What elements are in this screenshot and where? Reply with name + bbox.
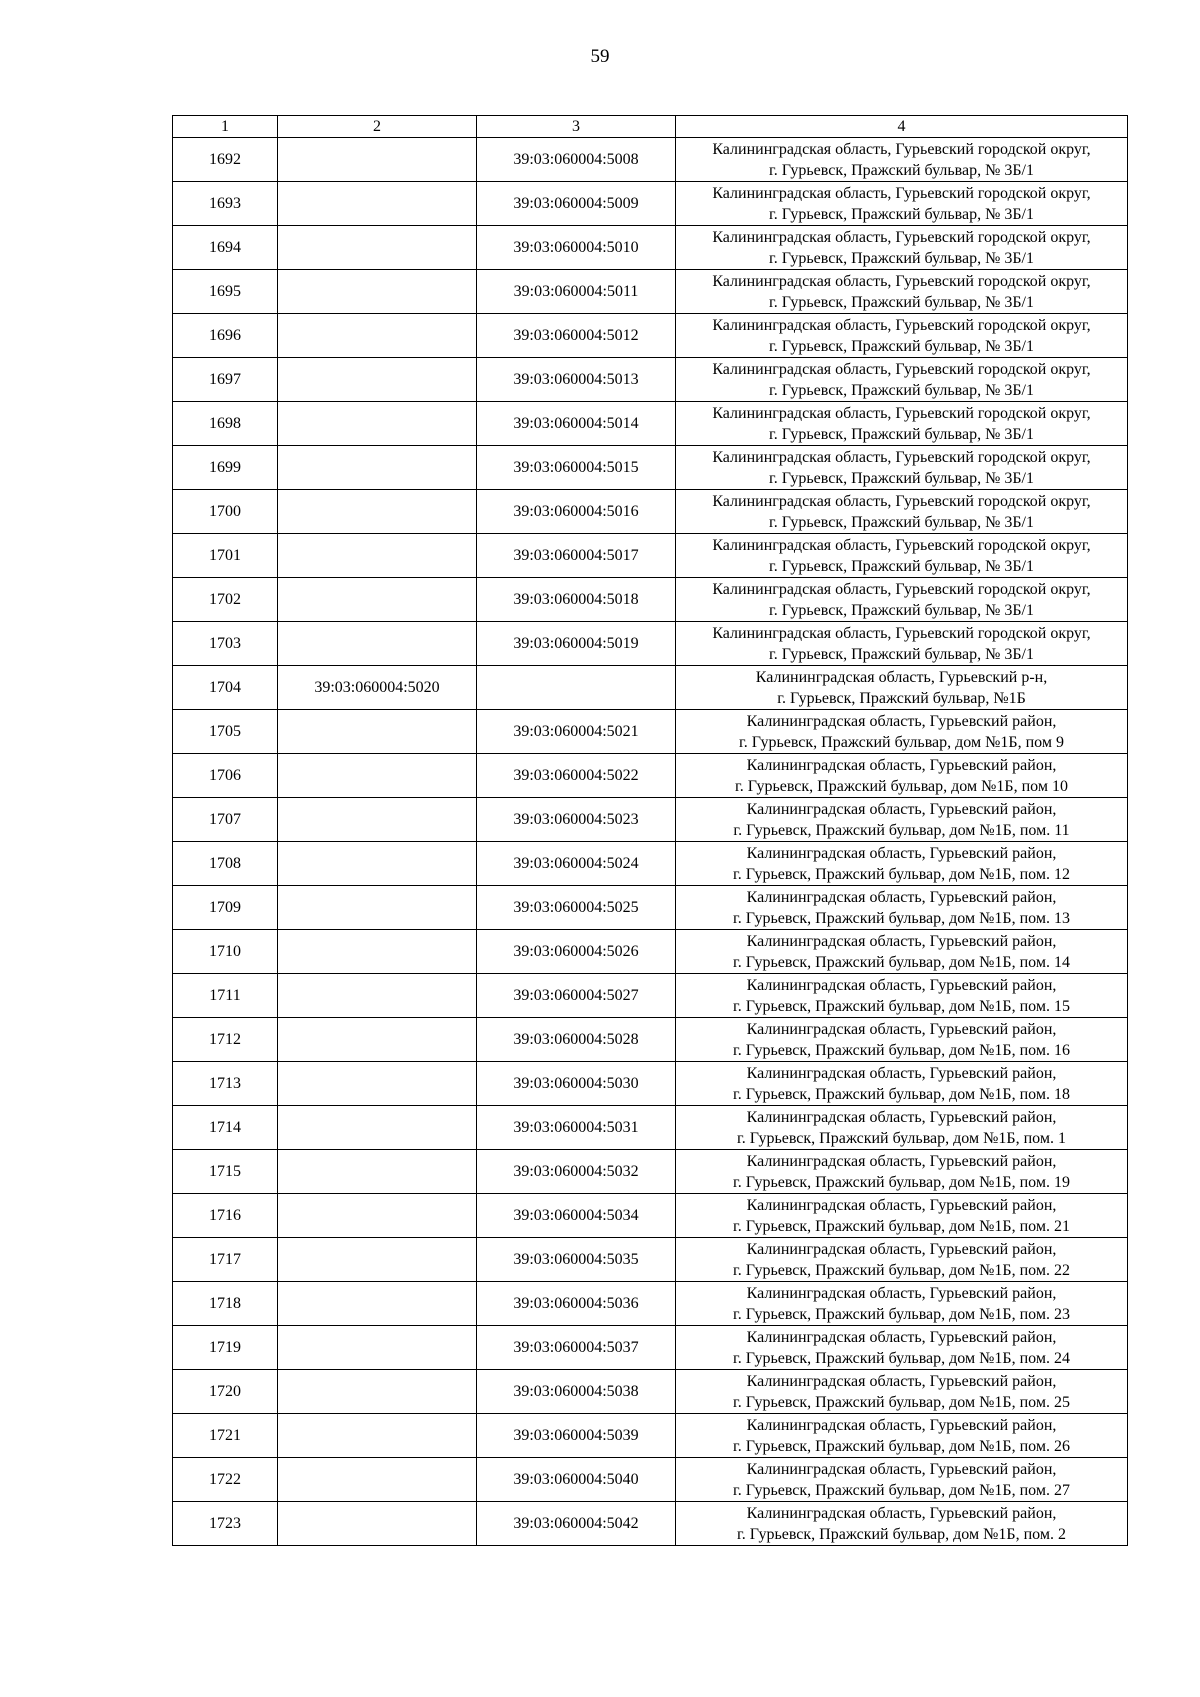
address-line: Калининградская область, Гурьевский городской округ, <box>712 360 1091 378</box>
table-row <box>173 1106 1128 1150</box>
table-row <box>173 622 1128 666</box>
object-number-cell <box>278 578 477 622</box>
address-line: Калининградская область, Гурьевский городской округ, <box>712 448 1091 466</box>
object-number-cell <box>278 798 477 842</box>
address-line: Калининградская область, Гурьевский городской округ, <box>712 492 1091 510</box>
table-row <box>173 270 1128 314</box>
address-line: г. Гурьевск, Пражский бульвар, дом №1Б, пом 9 <box>739 733 1064 751</box>
row-number-cell: 1710 <box>173 930 278 974</box>
row-number-cell: 1695 <box>173 270 278 314</box>
cadastral-number-cell: 39:03:060004:5034 <box>477 1194 676 1238</box>
table-row <box>173 886 1128 930</box>
object-number-cell <box>278 182 477 226</box>
object-number-cell <box>278 1370 477 1414</box>
object-number-cell: 39:03:060004:5020 <box>278 666 477 710</box>
address-cell <box>676 1282 1128 1326</box>
table-row <box>173 666 1128 710</box>
cadastral-number-cell: 39:03:060004:5022 <box>477 754 676 798</box>
address-cell <box>676 1150 1128 1194</box>
table-row <box>173 1458 1128 1502</box>
row-number-cell: 1719 <box>173 1326 278 1370</box>
table-row <box>173 1238 1128 1282</box>
address-cell <box>676 710 1128 754</box>
row-number-cell: 1708 <box>173 842 278 886</box>
row-number-cell: 1712 <box>173 1018 278 1062</box>
address-cell <box>676 1326 1128 1370</box>
object-number-cell <box>278 1018 477 1062</box>
address-line: Калининградская область, Гурьевский район, <box>746 800 1057 818</box>
address-cell <box>676 358 1128 402</box>
table-row <box>173 974 1128 1018</box>
address-line: г. Гурьевск, Пражский бульвар, дом №1Б, пом. 23 <box>733 1305 1070 1323</box>
column-header-4: 4 <box>676 116 1128 138</box>
address-cell <box>676 1062 1128 1106</box>
address-line: Калининградская область, Гурьевский район, <box>746 1240 1057 1258</box>
object-number-cell <box>278 314 477 358</box>
address-line: г. Гурьевск, Пражский бульвар, дом №1Б, пом. 2 <box>737 1525 1066 1543</box>
row-number-cell: 1709 <box>173 886 278 930</box>
cadastral-number-cell: 39:03:060004:5011 <box>477 270 676 314</box>
column-header-3: 3 <box>477 116 676 138</box>
address-line: Калининградская область, Гурьевский городской округ, <box>712 404 1091 422</box>
cadastral-number-cell: 39:03:060004:5036 <box>477 1282 676 1326</box>
address-line: г. Гурьевск, Пражский бульвар, дом №1Б, пом. 13 <box>733 909 1070 927</box>
address-line: г. Гурьевск, Пражский бульвар, № 3Б/1 <box>768 249 1034 267</box>
address-line: г. Гурьевск, Пражский бульвар, дом №1Б, пом 10 <box>735 777 1068 795</box>
address-line: г. Гурьевск, Пражский бульвар, № 3Б/1 <box>768 381 1034 399</box>
table-row <box>173 314 1128 358</box>
cadastral-number-cell: 39:03:060004:5009 <box>477 182 676 226</box>
address-line: Калининградская область, Гурьевский городской округ, <box>712 536 1091 554</box>
table-row <box>173 446 1128 490</box>
address-line: г. Гурьевск, Пражский бульвар, дом №1Б, пом. 19 <box>733 1173 1070 1191</box>
address-line: Калининградская область, Гурьевский район, <box>746 976 1057 994</box>
object-number-cell <box>278 1502 477 1546</box>
row-number-cell: 1692 <box>173 138 278 182</box>
address-cell <box>676 1018 1128 1062</box>
object-number-cell <box>278 1238 477 1282</box>
row-number-cell: 1700 <box>173 490 278 534</box>
address-line: г. Гурьевск, Пражский бульвар, №1Б <box>777 689 1026 707</box>
cadastral-number-cell: 39:03:060004:5028 <box>477 1018 676 1062</box>
cadastral-number-cell: 39:03:060004:5026 <box>477 930 676 974</box>
address-line: г. Гурьевск, Пражский бульвар, дом №1Б, пом. 24 <box>733 1349 1070 1367</box>
row-number-cell: 1696 <box>173 314 278 358</box>
cadastral-number-cell: 39:03:060004:5016 <box>477 490 676 534</box>
table-row <box>173 1414 1128 1458</box>
row-number-cell: 1701 <box>173 534 278 578</box>
address-cell <box>676 1106 1128 1150</box>
cadastral-number-cell: 39:03:060004:5018 <box>477 578 676 622</box>
row-number-cell: 1702 <box>173 578 278 622</box>
address-line: г. Гурьевск, Пражский бульвар, № 3Б/1 <box>768 645 1034 663</box>
address-cell <box>676 1458 1128 1502</box>
address-cell <box>676 578 1128 622</box>
table-row <box>173 226 1128 270</box>
object-number-cell <box>278 710 477 754</box>
table-body <box>173 138 1128 1546</box>
cadastral-number-cell: 39:03:060004:5037 <box>477 1326 676 1370</box>
table-row <box>173 534 1128 578</box>
address-line: Калининградская область, Гурьевский городской округ, <box>712 624 1091 642</box>
address-cell <box>676 930 1128 974</box>
address-line: Калининградская область, Гурьевский городской округ, <box>712 184 1091 202</box>
address-line: Калининградская область, Гурьевский район, <box>746 1460 1057 1478</box>
column-header-1: 1 <box>173 116 278 138</box>
object-number-cell <box>278 1062 477 1106</box>
address-line: г. Гурьевск, Пражский бульвар, № 3Б/1 <box>768 161 1034 179</box>
address-cell <box>676 446 1128 490</box>
cadastral-number-cell: 39:03:060004:5010 <box>477 226 676 270</box>
cadastral-number-cell <box>477 666 676 710</box>
address-line: Калининградская область, Гурьевский район, <box>746 1108 1057 1126</box>
row-number-cell: 1720 <box>173 1370 278 1414</box>
row-number-cell: 1707 <box>173 798 278 842</box>
address-cell <box>676 270 1128 314</box>
address-line: Калининградская область, Гурьевский район, <box>746 1328 1057 1346</box>
row-number-cell: 1723 <box>173 1502 278 1546</box>
row-number-cell: 1711 <box>173 974 278 1018</box>
table-row <box>173 1502 1128 1546</box>
table-header <box>173 116 1128 138</box>
object-number-cell <box>278 1326 477 1370</box>
address-line: Калининградская область, Гурьевский район, <box>746 888 1057 906</box>
page-number: 59 <box>590 46 610 67</box>
address-line: г. Гурьевск, Пражский бульвар, № 3Б/1 <box>768 601 1034 619</box>
table-row <box>173 578 1128 622</box>
object-number-cell <box>278 1194 477 1238</box>
table-row <box>173 798 1128 842</box>
address-cell <box>676 490 1128 534</box>
address-line: г. Гурьевск, Пражский бульвар, № 3Б/1 <box>768 337 1034 355</box>
table-row <box>173 1370 1128 1414</box>
cadastral-number-cell: 39:03:060004:5032 <box>477 1150 676 1194</box>
row-number-cell: 1703 <box>173 622 278 666</box>
row-number-cell: 1705 <box>173 710 278 754</box>
row-number-cell: 1698 <box>173 402 278 446</box>
address-line: г. Гурьевск, Пражский бульвар, дом №1Б, пом. 25 <box>733 1393 1070 1411</box>
address-line: Калининградская область, Гурьевский район, <box>746 1152 1057 1170</box>
address-cell <box>676 886 1128 930</box>
cadastral-number-cell: 39:03:060004:5012 <box>477 314 676 358</box>
row-number-cell: 1722 <box>173 1458 278 1502</box>
cadastral-number-cell: 39:03:060004:5040 <box>477 1458 676 1502</box>
table-row <box>173 1326 1128 1370</box>
row-number-cell: 1697 <box>173 358 278 402</box>
cadastral-number-cell: 39:03:060004:5025 <box>477 886 676 930</box>
address-cell <box>676 226 1128 270</box>
address-line: г. Гурьевск, Пражский бульвар, № 3Б/1 <box>768 293 1034 311</box>
address-line: Калининградская область, Гурьевский район, <box>746 1196 1057 1214</box>
cadastral-number-cell: 39:03:060004:5038 <box>477 1370 676 1414</box>
table-row <box>173 358 1128 402</box>
cadastral-number-cell: 39:03:060004:5013 <box>477 358 676 402</box>
address-line: Калининградская область, Гурьевский район, <box>746 1064 1057 1082</box>
address-cell <box>676 754 1128 798</box>
object-number-cell <box>278 226 477 270</box>
address-line: г. Гурьевск, Пражский бульвар, дом №1Б, пом. 15 <box>733 997 1070 1015</box>
address-line: г. Гурьевск, Пражский бульвар, дом №1Б, пом. 26 <box>733 1437 1070 1455</box>
row-number-cell: 1718 <box>173 1282 278 1326</box>
address-line: г. Гурьевск, Пражский бульвар, дом №1Б, пом. 12 <box>733 865 1070 883</box>
table-row <box>173 1018 1128 1062</box>
row-number-cell: 1699 <box>173 446 278 490</box>
row-number-cell: 1714 <box>173 1106 278 1150</box>
address-cell <box>676 182 1128 226</box>
object-number-cell <box>278 490 477 534</box>
cadastral-number-cell: 39:03:060004:5014 <box>477 402 676 446</box>
address-cell <box>676 534 1128 578</box>
object-number-cell <box>278 1458 477 1502</box>
object-number-cell <box>278 754 477 798</box>
address-cell <box>676 1194 1128 1238</box>
object-number-cell <box>278 446 477 490</box>
object-number-cell <box>278 974 477 1018</box>
cadastral-table <box>172 115 1128 1546</box>
address-line: г. Гурьевск, Пражский бульвар, № 3Б/1 <box>768 513 1034 531</box>
object-number-cell <box>278 842 477 886</box>
object-number-cell <box>278 534 477 578</box>
address-line: Калининградская область, Гурьевский городской округ, <box>712 272 1091 290</box>
row-number-cell: 1704 <box>173 666 278 710</box>
object-number-cell <box>278 402 477 446</box>
address-line: г. Гурьевск, Пражский бульвар, дом №1Б, пом. 27 <box>733 1481 1070 1499</box>
address-line: Калининградская область, Гурьевский р-н, <box>755 668 1048 686</box>
address-line: г. Гурьевск, Пражский бульвар, дом №1Б, пом. 11 <box>733 821 1070 839</box>
table-row <box>173 402 1128 446</box>
address-line: Калининградская область, Гурьевский район, <box>746 1284 1057 1302</box>
cadastral-number-cell: 39:03:060004:5042 <box>477 1502 676 1546</box>
address-cell <box>676 1370 1128 1414</box>
object-number-cell <box>278 930 477 974</box>
address-cell <box>676 138 1128 182</box>
address-cell <box>676 974 1128 1018</box>
row-number-cell: 1716 <box>173 1194 278 1238</box>
cadastral-number-cell: 39:03:060004:5019 <box>477 622 676 666</box>
object-number-cell <box>278 1106 477 1150</box>
address-line: г. Гурьевск, Пражский бульвар, № 3Б/1 <box>768 469 1034 487</box>
table-row <box>173 138 1128 182</box>
table-row <box>173 1062 1128 1106</box>
row-number-cell: 1693 <box>173 182 278 226</box>
table-row <box>173 754 1128 798</box>
address-line: Калининградская область, Гурьевский район, <box>746 844 1057 862</box>
address-line: г. Гурьевск, Пражский бульвар, № 3Б/1 <box>768 425 1034 443</box>
address-cell <box>676 314 1128 358</box>
address-line: Калининградская область, Гурьевский район, <box>746 712 1057 730</box>
cadastral-number-cell: 39:03:060004:5030 <box>477 1062 676 1106</box>
row-number-cell: 1713 <box>173 1062 278 1106</box>
cadastral-number-cell: 39:03:060004:5015 <box>477 446 676 490</box>
address-cell <box>676 1414 1128 1458</box>
address-cell <box>676 1502 1128 1546</box>
address-line: г. Гурьевск, Пражский бульвар, дом №1Б, пом. 1 <box>737 1129 1066 1147</box>
address-cell <box>676 842 1128 886</box>
column-header-2: 2 <box>278 116 477 138</box>
row-number-cell: 1715 <box>173 1150 278 1194</box>
cadastral-number-cell: 39:03:060004:5039 <box>477 1414 676 1458</box>
object-number-cell <box>278 1282 477 1326</box>
address-line: г. Гурьевск, Пражский бульвар, дом №1Б, пом. 14 <box>733 953 1070 971</box>
address-line: Калининградская область, Гурьевский район, <box>746 1416 1057 1434</box>
address-cell <box>676 622 1128 666</box>
address-line: Калининградская область, Гурьевский городской округ, <box>712 140 1091 158</box>
address-line: Калининградская область, Гурьевский городской округ, <box>712 316 1091 334</box>
address-line: Калининградская область, Гурьевский район, <box>746 1504 1057 1522</box>
row-number-cell: 1717 <box>173 1238 278 1282</box>
address-cell <box>676 798 1128 842</box>
address-line: г. Гурьевск, Пражский бульвар, дом №1Б, пом. 18 <box>733 1085 1070 1103</box>
row-number-cell: 1694 <box>173 226 278 270</box>
table-row <box>173 930 1128 974</box>
address-line: Калининградская область, Гурьевский район, <box>746 932 1057 950</box>
address-line: Калининградская область, Гурьевский район, <box>746 1020 1057 1038</box>
cadastral-number-cell: 39:03:060004:5008 <box>477 138 676 182</box>
cadastral-number-cell: 39:03:060004:5017 <box>477 534 676 578</box>
object-number-cell <box>278 358 477 402</box>
address-line: Калининградская область, Гурьевский район, <box>746 1372 1057 1390</box>
object-number-cell <box>278 622 477 666</box>
object-number-cell <box>278 1414 477 1458</box>
address-line: Калининградская область, Гурьевский городской округ, <box>712 580 1091 598</box>
table-row <box>173 182 1128 226</box>
object-number-cell <box>278 270 477 314</box>
table-row <box>173 1150 1128 1194</box>
object-number-cell <box>278 886 477 930</box>
address-cell <box>676 666 1128 710</box>
cadastral-number-cell: 39:03:060004:5035 <box>477 1238 676 1282</box>
header-row <box>173 116 1128 138</box>
table-row <box>173 1194 1128 1238</box>
address-line: г. Гурьевск, Пражский бульвар, № 3Б/1 <box>768 205 1034 223</box>
address-line: г. Гурьевск, Пражский бульвар, дом №1Б, пом. 16 <box>733 1041 1070 1059</box>
cadastral-number-cell: 39:03:060004:5031 <box>477 1106 676 1150</box>
address-cell <box>676 402 1128 446</box>
object-number-cell <box>278 1150 477 1194</box>
address-line: Калининградская область, Гурьевский городской округ, <box>712 228 1091 246</box>
cadastral-number-cell: 39:03:060004:5024 <box>477 842 676 886</box>
address-line: г. Гурьевск, Пражский бульвар, дом №1Б, пом. 21 <box>733 1217 1070 1235</box>
table-row <box>173 842 1128 886</box>
row-number-cell: 1706 <box>173 754 278 798</box>
row-number-cell: 1721 <box>173 1414 278 1458</box>
address-line: Калининградская область, Гурьевский район, <box>746 756 1057 774</box>
table-row <box>173 1282 1128 1326</box>
address-cell <box>676 1238 1128 1282</box>
cadastral-number-cell: 39:03:060004:5021 <box>477 710 676 754</box>
table-row <box>173 490 1128 534</box>
cadastral-number-cell: 39:03:060004:5027 <box>477 974 676 1018</box>
address-line: г. Гурьевск, Пражский бульвар, № 3Б/1 <box>768 557 1034 575</box>
table-row <box>173 710 1128 754</box>
object-number-cell <box>278 138 477 182</box>
address-line: г. Гурьевск, Пражский бульвар, дом №1Б, пом. 22 <box>733 1261 1070 1279</box>
cadastral-number-cell: 39:03:060004:5023 <box>477 798 676 842</box>
